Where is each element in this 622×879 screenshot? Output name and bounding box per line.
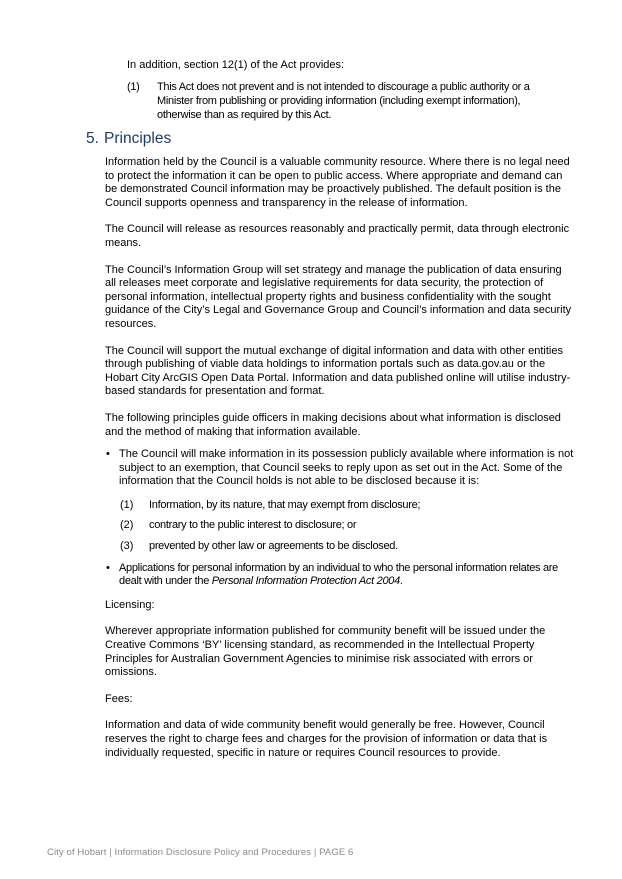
list-item — [119, 499, 575, 513]
intro-text: In addition, section 12(1) of the Act provides: — [127, 59, 345, 71]
item-number: (1) — [120, 498, 134, 511]
bullet-text: Applications for personal information by an individual to who the personal information relates are dealt with under the — [119, 561, 558, 588]
paragraph-electronic-release: The Council will release as resources reasonably and practically permit, data through electronic means. — [105, 223, 570, 249]
item-text: prevented by other law or agreements to be disclosed. — [149, 540, 398, 553]
licensing-label: Licensing: — [105, 598, 155, 611]
list-item — [105, 562, 575, 589]
section-title: Principles — [104, 130, 172, 147]
page-footer: City of Hobart | Information Disclosure Policy and Procedures | PAGE 6 — [47, 847, 354, 858]
act-title: Personal Information Protection Act 2004 — [211, 575, 400, 588]
bullet-symbol: • — [106, 448, 110, 461]
item-number: (3) — [120, 540, 134, 553]
bullet-symbol: • — [106, 561, 110, 574]
list-item — [119, 519, 575, 533]
paragraph-guiding-principles: The following principles guide officers in making decisions about what information is disclosed and the method of making that information available. — [105, 411, 561, 438]
bullet-text: The Council will make information in its possession publicly available where information is not subject to an exemption, that Council seeks to reply upon as set out in the Act. Some of the information that the Council holds is not able to be disclosed because it is: — [119, 448, 574, 488]
act-quote — [127, 80, 567, 122]
bullet-text-end: . — [399, 575, 403, 588]
exemption-list — [119, 499, 575, 554]
list-item — [119, 540, 575, 554]
item-text: Information, by its nature, that may exempt from disclosure; — [149, 498, 421, 511]
paragraph-information-resource: Information held by the Council is a valuable community resource. Where there is no legal need to protect the information it can be open to public access. Where appropriate and demand can be demonstrated Council information may be proactively published. The default position is the Council supports openness and transparency in the release of information. — [105, 156, 570, 209]
quote-text: This Act does not prevent and is not intended to discourage a public authority or a Minister from publishing or providing information (including exempt information), otherwise than as required by this Act. — [157, 81, 530, 121]
section-heading — [86, 129, 171, 149]
licensing-text: Wherever appropriate information published for community benefit will be issued under the Creative Commons ‘BY’ licensing standard, as recommended in the Intellectual Property Principles for Australian Government Agencies to minimise risk associated with errors or omissions. — [105, 625, 546, 679]
quote-number: (1) — [127, 81, 140, 93]
item-text: contrary to the public interest to disclosure; or — [149, 519, 357, 532]
paragraph-data-exchange: The Council will support the mutual exchange of digital information and data with other entities through publishing of viable data holdings to information portals such as data.gov.au or the Hobart City ArcGIS Open Data Portal. Information and data published online will utilise industry-based standards for presentation and format. — [105, 344, 571, 398]
section-number: 5. — [86, 130, 99, 147]
item-number: (2) — [120, 519, 134, 532]
fees-label: Fees: — [105, 692, 133, 705]
principles-list — [105, 448, 575, 589]
paragraph-information-group: The Council’s Information Group will set strategy and manage the publication of data ensuring all releases meet corporate and legislative requirements for data security, the protection of personal information, intellectual property rights and business confidentiality with the sought guidance of the City’s Legal and Governance Group and Council’s information and data security resources. — [105, 263, 572, 330]
list-item — [105, 448, 575, 554]
fees-text: Information and data of wide community benefit would generally be free. However, Council reserves the right to charge fees and charges for the provision of information or data that is individually requested, specific in nature or requires Council resources to provide. — [105, 719, 548, 759]
section-body — [105, 156, 575, 773]
